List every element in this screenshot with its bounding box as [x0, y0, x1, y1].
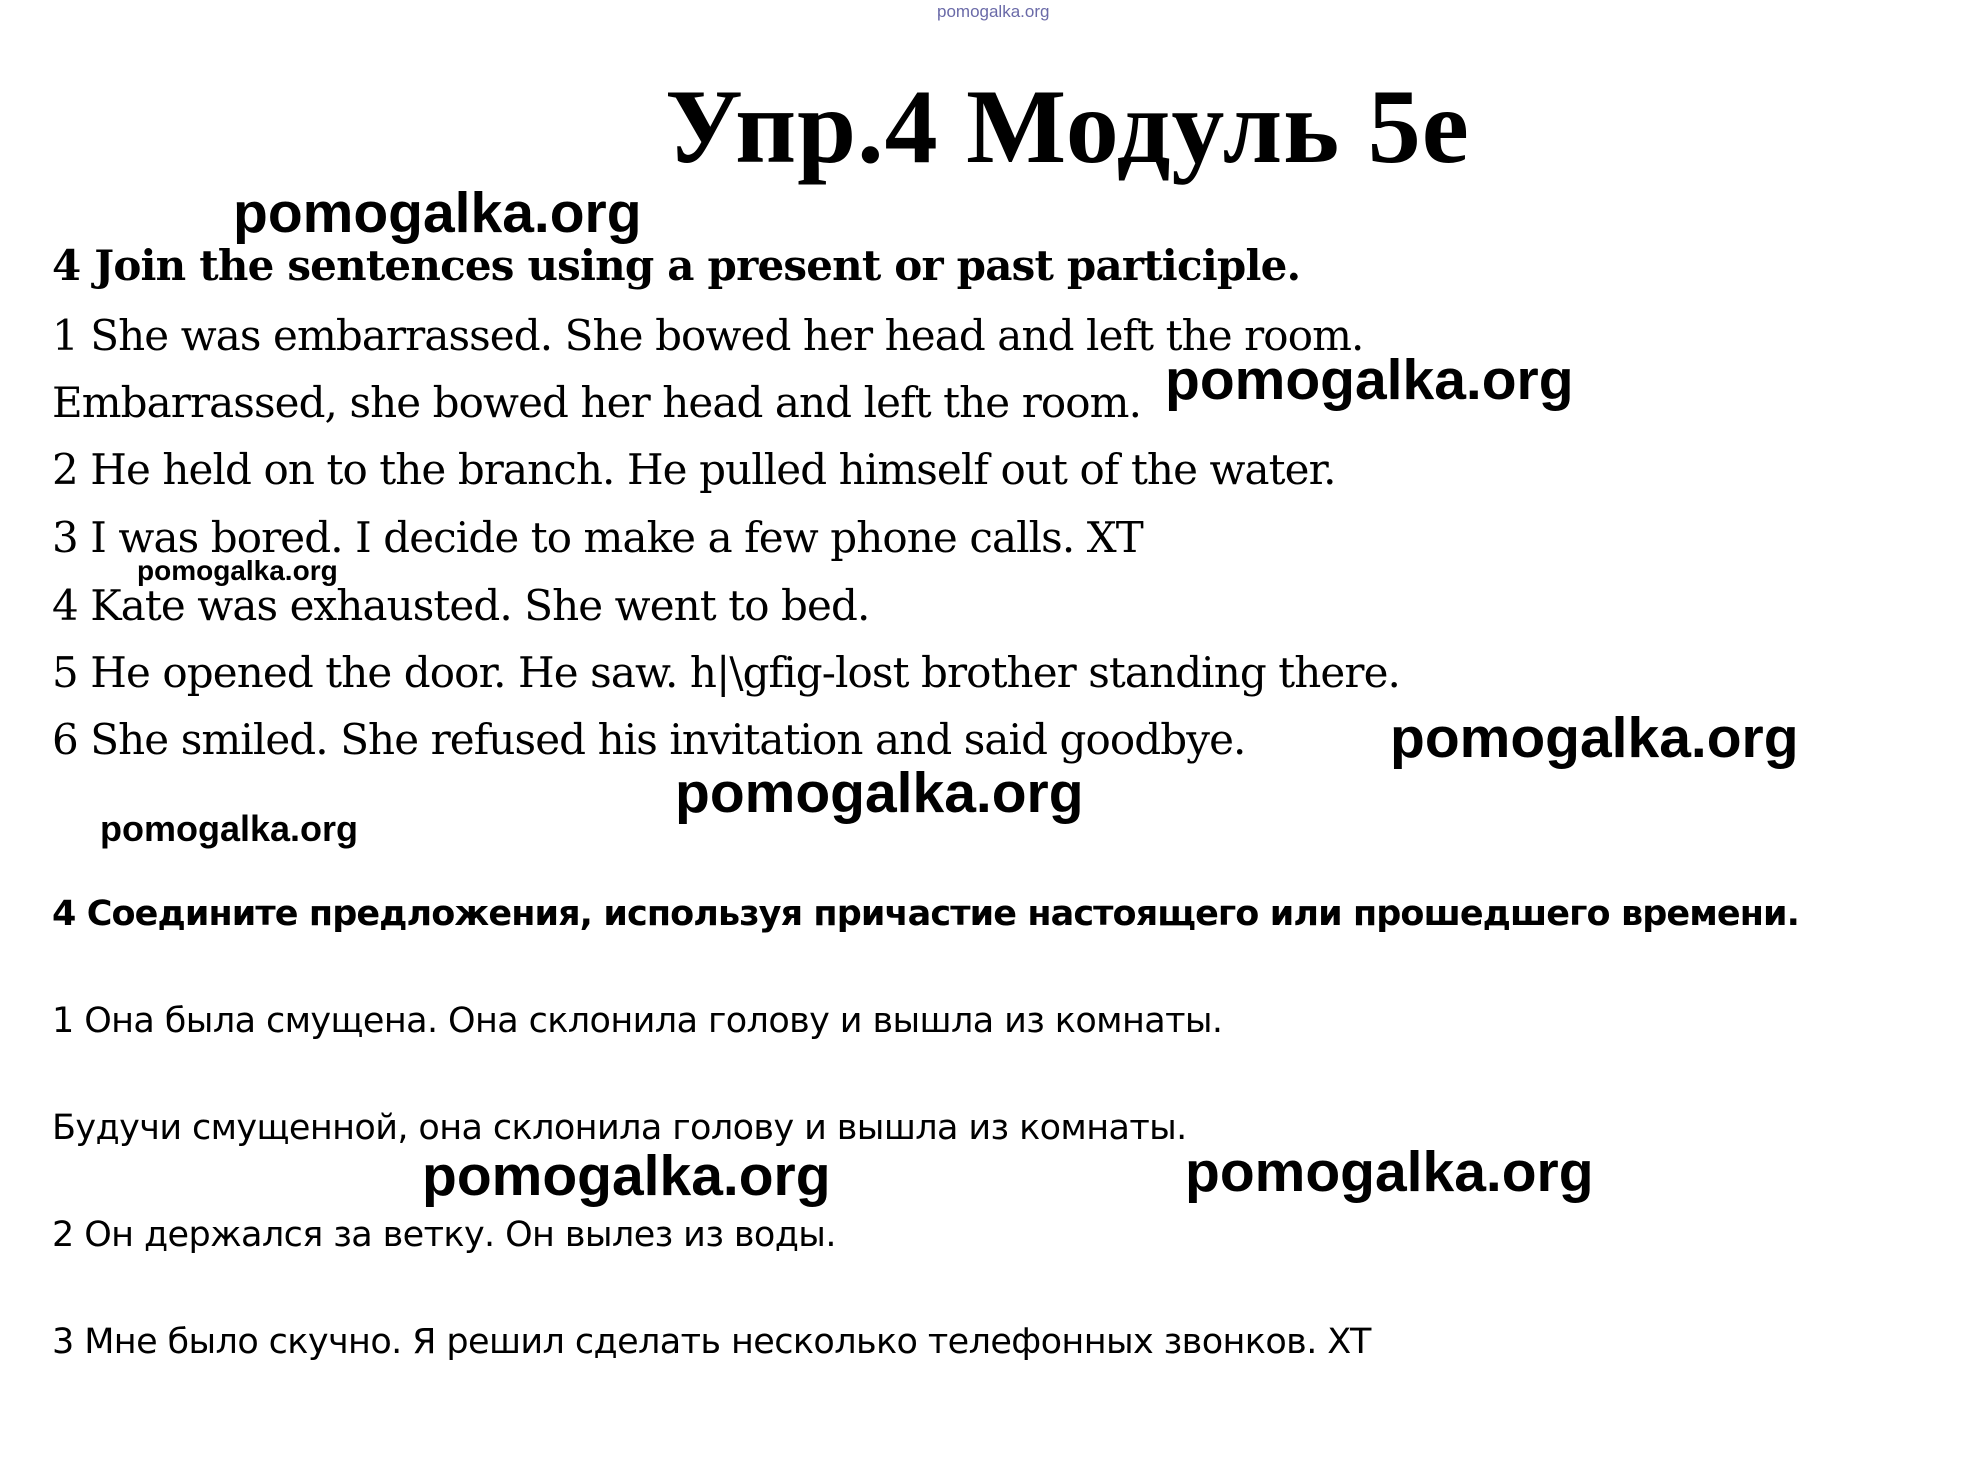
watermark: pomogalka.org	[1165, 348, 1574, 412]
english-line: 5 He opened the door. He saw. h|\gfig-lost brother standing there.	[52, 648, 1400, 697]
watermark: pomogalka.org	[137, 555, 338, 586]
page-title: Упр.4 Модуль 5е	[665, 68, 1470, 185]
watermark: pomogalka.org	[675, 761, 1084, 825]
russian-line: Будучи смущенной, она склонила голову и вышла из комнаты.	[52, 1108, 1187, 1148]
watermark: pomogalka.org	[1185, 1140, 1594, 1204]
top-watermark: pomogalka.org	[937, 2, 1050, 21]
english-line: 3 I was bored. I decide to make a few phone calls. XT	[52, 513, 1143, 562]
russian-line: 1 Она была смущена. Она склонила голову и вышла из комнаты.	[52, 1001, 1223, 1041]
english-line: Embarrassed, she bowed her head and left the room.	[52, 378, 1142, 427]
watermark: pomogalka.org	[233, 181, 642, 245]
english-line: 2 He held on to the branch. He pulled himself out of the water.	[52, 445, 1336, 494]
watermark: pomogalka.org	[1390, 706, 1799, 770]
russian-line: 2 Он держался за ветку. Он вылез из воды.	[52, 1215, 836, 1255]
english-line: 1 She was embarrassed. She bowed her head and left the room.	[52, 311, 1364, 360]
russian-heading: 4 Соедините предложения, используя причастие настоящего или прошедшего времени.	[52, 894, 1800, 934]
russian-line: 3 Мне было скучно. Я решил сделать несколько телефонных звонков. XT	[52, 1322, 1371, 1362]
english-heading: 4 Join the sentences using a present or past participle.	[52, 241, 1301, 290]
watermark: pomogalka.org	[422, 1144, 831, 1208]
watermark: pomogalka.org	[100, 808, 359, 849]
english-line: 6 She smiled. She refused his invitation and said goodbye.	[52, 715, 1246, 764]
english-line: 4 Kate was exhausted. She went to bed.	[52, 581, 870, 630]
